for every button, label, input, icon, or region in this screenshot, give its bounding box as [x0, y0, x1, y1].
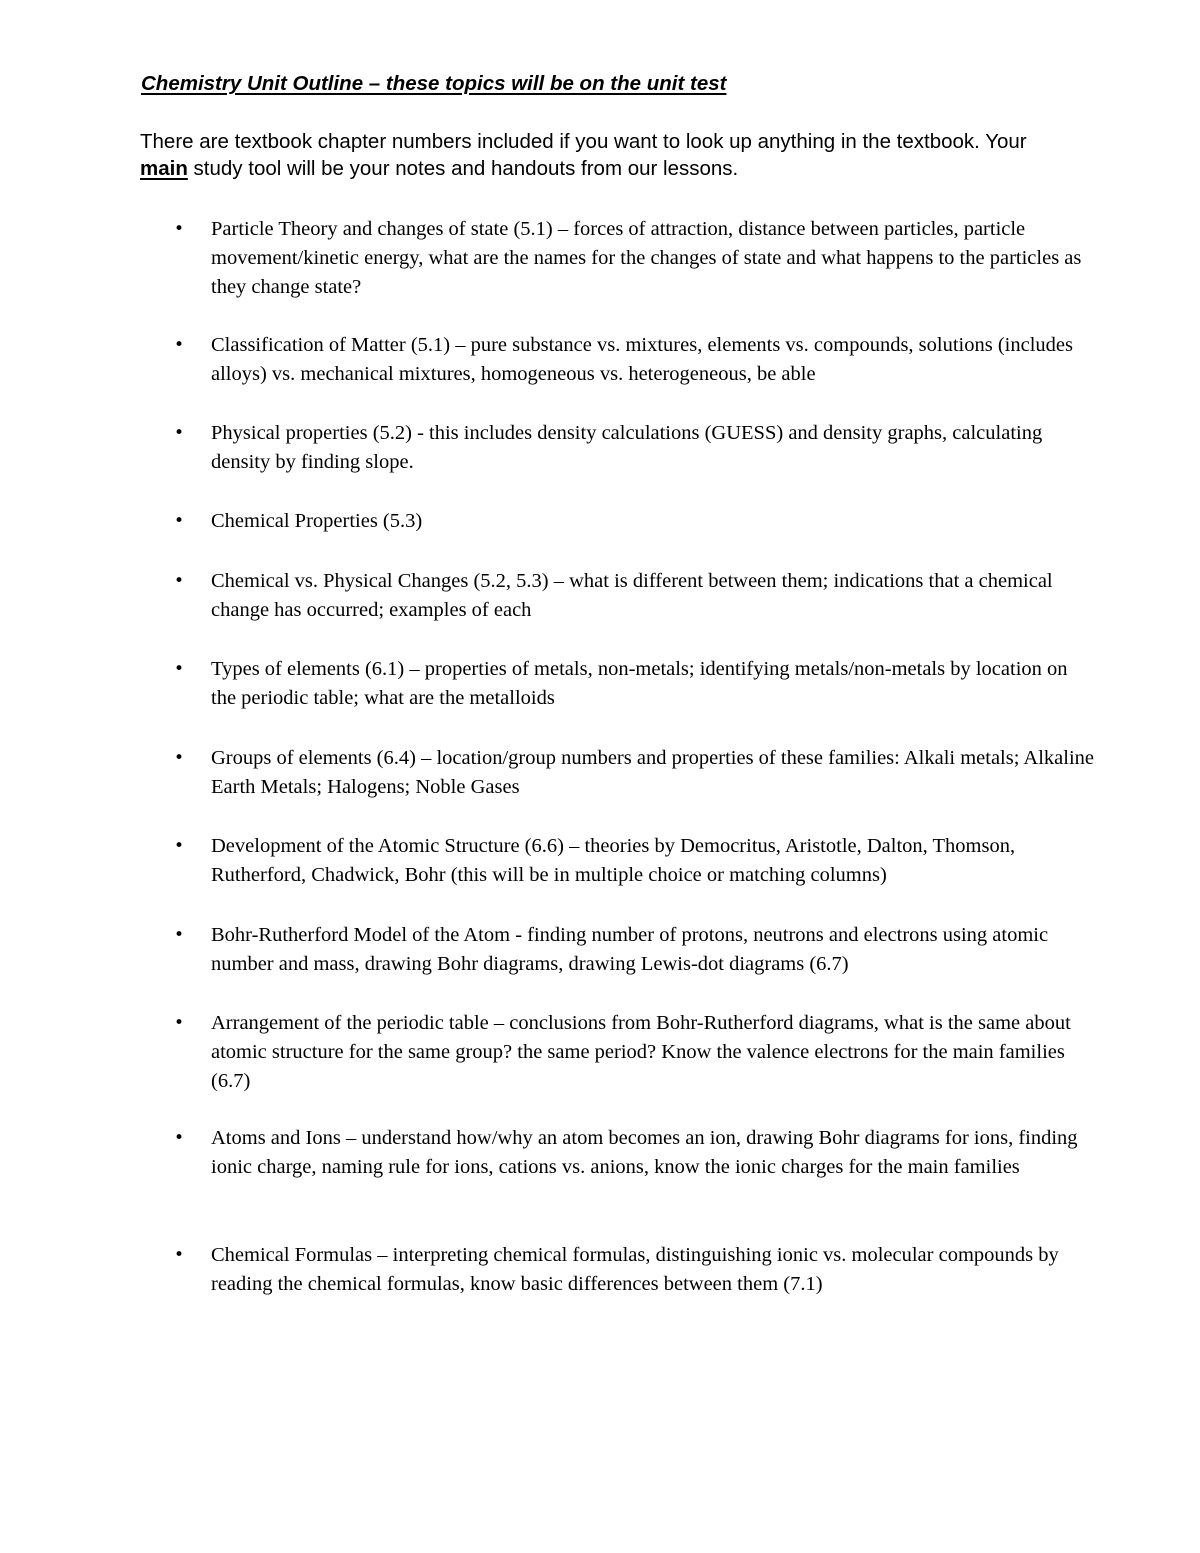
bullet-icon: •	[174, 335, 185, 355]
topic-item	[174, 419, 1096, 477]
bullet-icon: •	[174, 219, 185, 239]
topic-text: Chemical Properties (5.3)	[211, 510, 423, 532]
bullet-icon: •	[174, 925, 185, 945]
topic-item	[174, 921, 1096, 979]
topic-text: Groups of elements (6.4) – location/group numbers and properties of these families: Alkali metals; Alkaline Earth Metals; Halogens; Noble Gases	[211, 747, 1095, 798]
bullet-icon: •	[174, 1128, 185, 1148]
bullet-icon: •	[174, 423, 185, 443]
bullet-icon: •	[174, 571, 185, 591]
topic-text: Physical properties (5.2) - this includes density calculations (GUESS) and density graphs, calculating density by finding slope.	[211, 422, 1043, 473]
topic-item	[174, 567, 1096, 625]
topic-item	[174, 655, 1096, 713]
topic-text: Chemical vs. Physical Changes (5.2, 5.3) – what is different between them; indications that a chemical change has occurred; examples of each	[211, 570, 1053, 621]
document-title: Chemistry Unit Outline – these topics will be on the unit test	[141, 72, 727, 95]
topic-text: Chemical Formulas – interpreting chemical formulas, distinguishing ionic vs. molecular compounds by reading the chemical formulas, know basic differences between them (7.1)	[211, 1244, 1059, 1295]
intro-text-part1: There are textbook chapter numbers included if you want to look up anything in the textbook. Your	[140, 130, 1027, 153]
bullet-icon: •	[174, 836, 185, 856]
bullet-icon: •	[174, 748, 185, 768]
intro-text-part2: study tool will be your notes and handouts from our lessons.	[187, 157, 739, 180]
topic-item	[174, 507, 1096, 536]
bullet-icon: •	[174, 1245, 185, 1265]
topic-text: Development of the Atomic Structure (6.6) – theories by Democritus, Aristotle, Dalton, Thomson, Rutherford, Chadwick, Bohr (this will be in multiple choice or matching columns)	[211, 835, 1016, 886]
intro-emphasis-main: main	[140, 157, 188, 180]
bullet-icon: •	[174, 1013, 185, 1033]
topic-text: Types of elements (6.1) – properties of metals, non-metals; identifying metals/non-metals by location on the periodic table; what are the metalloids	[211, 658, 1068, 709]
bullet-icon: •	[174, 511, 185, 531]
topic-text: Bohr-Rutherford Model of the Atom - finding number of protons, neutrons and electrons using atomic number and mass, drawing Bohr diagrams, drawing Lewis-dot diagrams (6.7)	[211, 924, 1049, 975]
topic-item	[174, 331, 1096, 389]
topic-item	[174, 832, 1096, 890]
topic-text: Arrangement of the periodic table – conclusions from Bohr-Rutherford diagrams, what is the same about atomic structure for the same group? the same period? Know the valence electrons for the main families (6.7)	[211, 1012, 1071, 1092]
topic-item	[174, 215, 1096, 302]
topic-item	[174, 1009, 1096, 1096]
topic-item	[174, 1124, 1096, 1182]
topic-text: Classification of Matter (5.1) – pure substance vs. mixtures, elements vs. compounds, solutions (includes alloys) vs. mechanical mixtures, homogeneous vs. heterogeneous, be able	[211, 334, 1073, 385]
topic-item	[174, 744, 1096, 802]
topic-text: Atoms and Ions – understand how/why an atom becomes an ion, drawing Bohr diagrams for ions, finding ionic charge, naming rule for ions, cations vs. anions, know the ionic charges for the main families	[211, 1127, 1078, 1178]
bullet-icon: •	[174, 659, 185, 679]
topic-item	[174, 1241, 1096, 1299]
topic-text: Particle Theory and changes of state (5.1) – forces of attraction, distance between particles, particle movement/kinetic energy, what are the names for the changes of state and what happens to the particles as they change state?	[211, 218, 1082, 298]
